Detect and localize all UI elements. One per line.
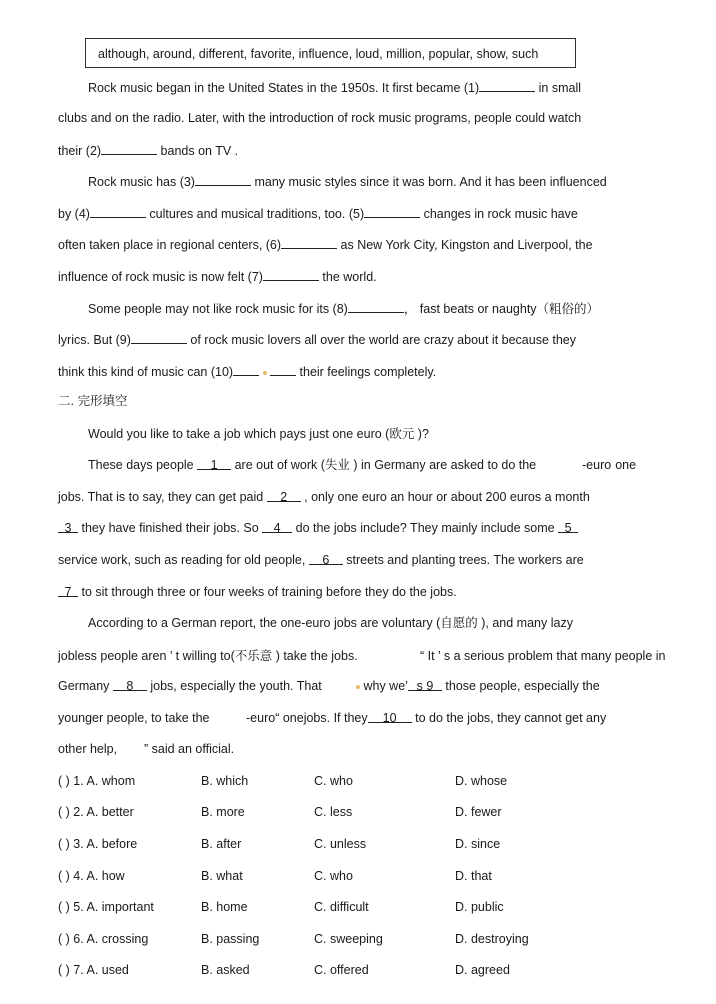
text: the world. [318, 270, 377, 284]
text: (不乐意 ) take the jobs. [230, 649, 358, 663]
text: According to a German report, the one-euro jobs are voluntary (自愿的 ), and many lazy [88, 616, 573, 630]
p4-line-4 [58, 552, 584, 568]
text: Rock music began in the United States in the 1950s. It first became (1) [88, 81, 480, 95]
option-4-d[interactable]: D. that [455, 869, 492, 883]
p5-line-5 [58, 741, 117, 757]
option-5-d[interactable]: D. public [455, 900, 504, 914]
cloze-blank-5[interactable]: 5 [558, 520, 578, 533]
text: Rock music has (3) [88, 175, 195, 189]
p5-line-5-end [144, 741, 234, 757]
text: think this kind of music can (10) [58, 365, 234, 379]
p4-line-5 [58, 584, 457, 600]
text: bands on TV . [157, 144, 239, 158]
blank-4[interactable] [90, 205, 146, 218]
p5-line-4 [58, 710, 210, 726]
text: These days people [88, 458, 198, 472]
text: y are asked to do the [419, 458, 537, 472]
text: service work, such as reading for old people, [58, 553, 309, 567]
text: one [615, 458, 637, 472]
option-1-d[interactable]: D. whose [455, 774, 508, 788]
option-6-b[interactable]: B. passing [201, 932, 260, 946]
blank-10b[interactable] [270, 363, 296, 376]
text: younger people, to take the [58, 711, 210, 725]
text: jobs. That is to say, they can get paid [58, 490, 267, 504]
cloze-blank-9[interactable]: s 9 [408, 678, 442, 691]
p1-line-3 [58, 142, 238, 159]
option-4-b[interactable]: B. what [201, 869, 243, 883]
text: their feelings completely. [296, 365, 437, 379]
p4-line-1-end [582, 457, 636, 473]
cloze-blank-8[interactable]: 8 [113, 678, 147, 691]
option-5-a[interactable]: ( ) 5. A. important [58, 900, 154, 914]
text: jobs, especially the youth. That [146, 679, 322, 693]
p1-line-2 [58, 110, 581, 126]
option-3-d[interactable]: D. since [455, 837, 501, 851]
text: Would you like to take a job which pays just one euro (欧元 )? [88, 427, 429, 441]
p4-title-line [88, 426, 429, 442]
option-7-c[interactable]: C. offered [314, 963, 369, 977]
text: -euro [582, 458, 612, 472]
p3-line-2 [58, 331, 576, 348]
option-4-c[interactable]: C. who [314, 869, 353, 883]
p3-line-1 [88, 300, 599, 317]
text: other help, [58, 742, 118, 756]
cloze-blank-10[interactable]: 10 [368, 710, 412, 723]
p5-line-1 [88, 615, 573, 631]
blank-3[interactable] [195, 173, 251, 186]
section-2-heading: 二. 完形填空 [58, 394, 128, 408]
text: ” said an official. [144, 742, 235, 756]
text: changes in rock music have [420, 207, 578, 221]
p5-line-3-end [356, 678, 600, 694]
dot-mark-icon [263, 371, 267, 375]
p5-line-3 [58, 678, 322, 694]
option-1-b[interactable]: B. which [201, 774, 249, 788]
option-3-b[interactable]: B. after [201, 837, 242, 851]
option-6-d[interactable]: D. destroying [455, 932, 529, 946]
blank-5[interactable] [364, 205, 420, 218]
p5-line-2 [58, 648, 358, 664]
text: , only one euro an hour or about 200 euros a month [300, 490, 590, 504]
text: as New York City, Kingston and Liverpool, the [337, 238, 593, 252]
text: Germany [58, 679, 113, 693]
p2-line-1 [88, 173, 607, 190]
text: by (4) [58, 207, 90, 221]
option-5-c[interactable]: C. difficult [314, 900, 369, 914]
blank-6[interactable] [281, 236, 337, 249]
option-1-a[interactable]: ( ) 1. A. whom [58, 774, 136, 788]
p4-line-2 [58, 489, 590, 505]
p5-line-2-quote [420, 648, 666, 664]
blank-2[interactable] [101, 142, 157, 155]
text: cultures and musical traditions, too. (5) [145, 207, 365, 221]
text: clubs and on the radio. Later, with the introduction of rock music programs, people could watch [58, 111, 582, 125]
blank-10a[interactable] [233, 363, 259, 376]
option-4-a[interactable]: ( ) 4. A. how [58, 869, 125, 883]
blank-9[interactable] [131, 331, 187, 344]
text: influence of rock music is now felt (7) [58, 270, 263, 284]
text: streets and planting trees. The workers are [342, 553, 584, 567]
p2-line-3 [58, 236, 593, 253]
option-2-d[interactable]: D. fewer [455, 805, 502, 819]
text: Some people may not like rock music for its (8) [88, 302, 348, 316]
text: of rock music lovers all over the world are crazy about it because they [186, 333, 576, 347]
text: are out of work (失业 ) in German [231, 458, 420, 472]
cloze-blank-2[interactable]: 2 [267, 489, 301, 502]
option-6-c[interactable]: C. sweeping [314, 932, 383, 946]
p4-line-1 [88, 457, 536, 473]
text: lyrics. But (9) [58, 333, 131, 347]
text: do the jobs include? They mainly include some [292, 521, 559, 535]
text: they have finished their jobs. So [78, 521, 263, 535]
blank-8[interactable] [348, 300, 404, 313]
option-7-b[interactable]: B. asked [201, 963, 250, 977]
text: many music styles since it was born. And it has been influenced [250, 175, 607, 189]
text: their (2) [58, 144, 102, 158]
option-2-c[interactable]: C. less [314, 805, 353, 819]
option-7-d[interactable]: D. agreed [455, 963, 510, 977]
text: ， fast beats or naughty（粗俗的） [403, 302, 600, 316]
cloze-blank-7[interactable]: 7 [58, 584, 78, 597]
text: to sit through three or four weeks of training before they do the jobs. [78, 585, 457, 599]
text: jobs. If they [303, 711, 368, 725]
cloze-blank-4[interactable]: 4 [262, 520, 292, 533]
option-3-c[interactable]: C. unless [314, 837, 367, 851]
word-bank-text: although, around, different, favorite, influence, loud, million, popular, show, such [98, 47, 539, 61]
cloze-blank-6[interactable]: 6 [309, 552, 343, 565]
p5-line-4-mid [246, 710, 606, 726]
p2-line-4 [58, 268, 377, 285]
cloze-blank-1[interactable]: 1 [197, 457, 231, 470]
p1-line-1 [88, 79, 581, 96]
option-2-a[interactable]: ( ) 2. A. better [58, 805, 134, 819]
text: -euro [246, 711, 276, 725]
blank-7[interactable] [263, 268, 319, 281]
text: “ It ’ s a serious problem that many people in [420, 649, 666, 663]
option-1-c[interactable]: C. who [314, 774, 353, 788]
text: in small [535, 81, 582, 95]
option-3-a[interactable]: ( ) 3. A. before [58, 837, 138, 851]
cloze-blank-3[interactable]: 3 [58, 520, 78, 533]
dot-mark-icon [356, 685, 360, 689]
text: those people, especially the [441, 679, 600, 693]
text: often taken place in regional centers, (6) [58, 238, 282, 252]
p4-line-3 [58, 520, 578, 536]
word-bank-box [85, 38, 576, 68]
text: to do the jobs, they cannot get any [411, 711, 607, 725]
text: “ one [275, 711, 304, 725]
text: why we’ [363, 679, 408, 693]
option-5-b[interactable]: B. home [201, 900, 248, 914]
text: jobless people aren ’ t willing to [58, 649, 231, 663]
blank-1[interactable] [479, 79, 535, 92]
option-2-b[interactable]: B. more [201, 805, 245, 819]
option-6-a[interactable]: ( ) 6. A. crossing [58, 932, 149, 946]
p2-line-2 [58, 205, 578, 222]
option-7-a[interactable]: ( ) 7. A. used [58, 963, 129, 977]
p3-line-3 [58, 363, 436, 380]
